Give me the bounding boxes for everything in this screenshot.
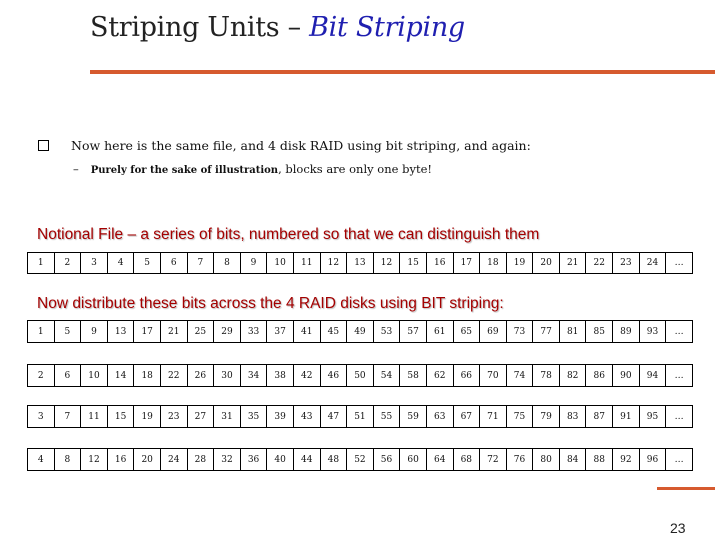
bit-cell: 31 — [214, 406, 241, 428]
bit-cell: 18 — [134, 365, 161, 387]
bit-cell: 32 — [214, 449, 241, 471]
bit-cell: … — [666, 365, 693, 387]
bit-cell: 44 — [293, 449, 320, 471]
bit-cell: 1 — [28, 321, 55, 343]
bit-cell: 15 — [400, 253, 427, 274]
bit-cell: 19 — [506, 253, 533, 274]
bit-cell: 24 — [639, 253, 666, 274]
bit-cell: … — [666, 321, 693, 343]
bit-cell: 13 — [107, 321, 134, 343]
bit-cell: 19 — [134, 406, 161, 428]
bit-cell: 77 — [533, 321, 560, 343]
bit-cell: 45 — [320, 321, 347, 343]
bit-cell: 27 — [187, 406, 214, 428]
bit-cell: 61 — [426, 321, 453, 343]
disk-1-table — [27, 320, 693, 343]
footer-divider — [657, 487, 715, 490]
bit-cell: 62 — [426, 365, 453, 387]
slide-title — [90, 12, 465, 43]
bit-cell: 24 — [160, 449, 187, 471]
bit-cell: 53 — [373, 321, 400, 343]
bit-cell: 23 — [160, 406, 187, 428]
bit-cell: 63 — [426, 406, 453, 428]
bit-cell: 52 — [347, 449, 374, 471]
bit-cell: 13 — [347, 253, 374, 274]
bit-cell: 67 — [453, 406, 480, 428]
bullet-main-text: Now here is the same file, and 4 disk RAID using bit striping, and again: — [71, 138, 531, 153]
bit-cell: 57 — [400, 321, 427, 343]
bit-cell: 22 — [160, 365, 187, 387]
bit-cell: 16 — [426, 253, 453, 274]
bit-cell: 75 — [506, 406, 533, 428]
bit-cell: 49 — [347, 321, 374, 343]
bit-cell: 6 — [54, 365, 81, 387]
bit-cell: 21 — [160, 321, 187, 343]
disk-row — [28, 365, 693, 387]
bit-cell: 90 — [613, 365, 640, 387]
bit-cell: 42 — [293, 365, 320, 387]
bit-cell: 76 — [506, 449, 533, 471]
bit-cell: 15 — [107, 406, 134, 428]
bit-cell: 48 — [320, 449, 347, 471]
bit-cell: 84 — [559, 449, 586, 471]
bit-cell: 21 — [559, 253, 586, 274]
bit-cell: 65 — [453, 321, 480, 343]
bit-cell: 1 — [28, 253, 55, 274]
bit-cell: 68 — [453, 449, 480, 471]
bit-cell: 41 — [293, 321, 320, 343]
bit-cell: 89 — [613, 321, 640, 343]
disk-row — [28, 406, 693, 428]
bit-cell: 59 — [400, 406, 427, 428]
bit-cell: 43 — [293, 406, 320, 428]
bit-cell: 51 — [347, 406, 374, 428]
bit-cell: 94 — [639, 365, 666, 387]
bit-cell: 74 — [506, 365, 533, 387]
bit-cell: 40 — [267, 449, 294, 471]
bit-cell: 11 — [81, 406, 108, 428]
bit-cell: 39 — [267, 406, 294, 428]
dash-bullet: – — [73, 162, 79, 176]
bit-cell: 10 — [81, 365, 108, 387]
bit-cell: 5 — [54, 321, 81, 343]
bit-cell: 14 — [107, 365, 134, 387]
title-divider — [90, 70, 715, 74]
bit-cell: 55 — [373, 406, 400, 428]
bit-cell: 69 — [480, 321, 507, 343]
bit-cell: 23 — [613, 253, 640, 274]
bit-cell: 73 — [506, 321, 533, 343]
bit-cell: 79 — [533, 406, 560, 428]
bit-cell: 22 — [586, 253, 613, 274]
bit-cell: 17 — [134, 321, 161, 343]
bit-cell: 29 — [214, 321, 241, 343]
bit-cell: 92 — [613, 449, 640, 471]
bit-cell: 72 — [480, 449, 507, 471]
bit-cell: 35 — [240, 406, 267, 428]
bit-cell: 7 — [187, 253, 214, 274]
bit-cell: … — [666, 406, 693, 428]
bit-cell: 91 — [613, 406, 640, 428]
bit-cell: 25 — [187, 321, 214, 343]
bit-cell: 70 — [480, 365, 507, 387]
title-emphasis: Bit Striping — [309, 12, 465, 43]
bit-cell: 28 — [187, 449, 214, 471]
bit-cell: 82 — [559, 365, 586, 387]
bit-cell: 9 — [240, 253, 267, 274]
file-bits-row — [28, 253, 693, 274]
page-number: 23 — [670, 520, 686, 536]
bit-cell: 12 — [81, 449, 108, 471]
bit-cell: 46 — [320, 365, 347, 387]
file-bits-table — [27, 252, 693, 274]
bit-cell: 93 — [639, 321, 666, 343]
file-heading: Notional File – a series of bits, numbered so that we can distinguish them — [37, 226, 540, 243]
bit-cell: 12 — [373, 253, 400, 274]
bullet-sub — [73, 162, 432, 176]
bit-cell: 8 — [54, 449, 81, 471]
bit-cell: 8 — [214, 253, 241, 274]
bit-cell: 78 — [533, 365, 560, 387]
bit-cell: 87 — [586, 406, 613, 428]
bit-cell: 30 — [214, 365, 241, 387]
bit-cell: 83 — [559, 406, 586, 428]
disk-3-table — [27, 405, 693, 428]
bit-cell: 7 — [54, 406, 81, 428]
bit-cell: 81 — [559, 321, 586, 343]
bit-cell: 20 — [533, 253, 560, 274]
bit-cell: 34 — [240, 365, 267, 387]
bit-cell: 88 — [586, 449, 613, 471]
square-bullet-icon — [38, 140, 49, 151]
bit-cell: 60 — [400, 449, 427, 471]
disk-row — [28, 449, 693, 471]
bit-cell: 6 — [160, 253, 187, 274]
bit-cell: 95 — [639, 406, 666, 428]
bit-cell: 18 — [480, 253, 507, 274]
bit-cell: … — [666, 253, 693, 274]
bit-cell: 86 — [586, 365, 613, 387]
bit-cell: 85 — [586, 321, 613, 343]
bit-cell: 3 — [28, 406, 55, 428]
bit-cell: 36 — [240, 449, 267, 471]
bullet-main — [38, 138, 531, 153]
bit-cell: 58 — [400, 365, 427, 387]
disk-row — [28, 321, 693, 343]
disk-2-table — [27, 364, 693, 387]
bit-cell: 96 — [639, 449, 666, 471]
bit-cell: 37 — [267, 321, 294, 343]
bit-cell: 12 — [320, 253, 347, 274]
bit-cell: 5 — [134, 253, 161, 274]
bit-cell: 38 — [267, 365, 294, 387]
bit-cell: 26 — [187, 365, 214, 387]
bit-cell: 50 — [347, 365, 374, 387]
bit-cell: 66 — [453, 365, 480, 387]
bit-cell: 9 — [81, 321, 108, 343]
bit-cell: 33 — [240, 321, 267, 343]
bit-cell: 64 — [426, 449, 453, 471]
bullet-sub-rest: , blocks are only one byte! — [278, 162, 432, 176]
bit-cell: 54 — [373, 365, 400, 387]
bit-cell: … — [666, 449, 693, 471]
bullet-sub-strong: Purely for the sake of illustration — [90, 165, 279, 176]
bit-cell: 80 — [533, 449, 560, 471]
bit-cell: 16 — [107, 449, 134, 471]
distribute-heading: Now distribute these bits across the 4 RAID disks using BIT striping: — [37, 295, 504, 312]
bit-cell: 56 — [373, 449, 400, 471]
bit-cell: 20 — [134, 449, 161, 471]
bit-cell: 47 — [320, 406, 347, 428]
bit-cell: 71 — [480, 406, 507, 428]
bit-cell: 2 — [28, 365, 55, 387]
bit-cell: 4 — [28, 449, 55, 471]
disk-4-table — [27, 448, 693, 471]
bit-cell: 17 — [453, 253, 480, 274]
bit-cell: 3 — [81, 253, 108, 274]
bit-cell: 10 — [267, 253, 294, 274]
bit-cell: 11 — [293, 253, 320, 274]
bit-cell: 2 — [54, 253, 81, 274]
title-prefix: Striping Units – — [90, 12, 310, 43]
bit-cell: 4 — [107, 253, 134, 274]
